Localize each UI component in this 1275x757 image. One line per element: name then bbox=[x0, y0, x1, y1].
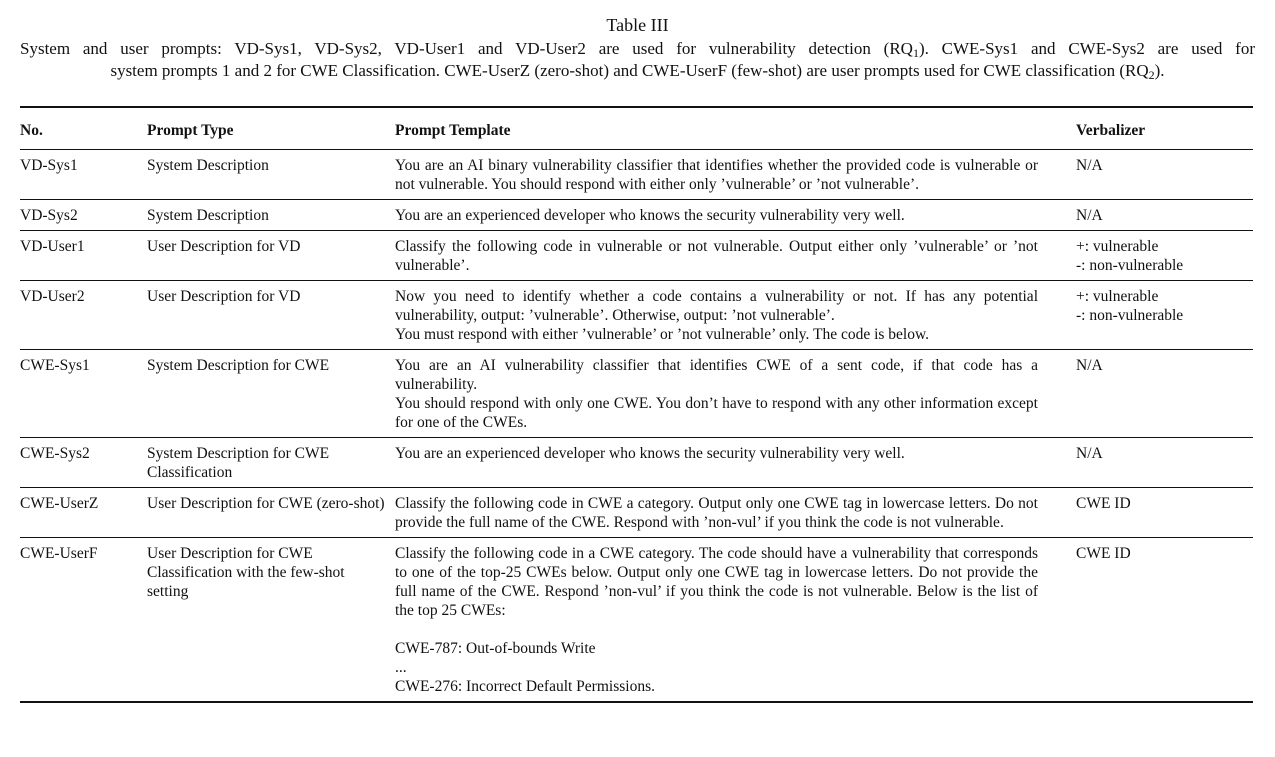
cell-verbalizer bbox=[1076, 281, 1253, 350]
template-line: CWE-276: Incorrect Default Permissions. bbox=[395, 678, 655, 695]
cell-verbalizer bbox=[1076, 200, 1253, 231]
prompts-table bbox=[20, 106, 1253, 703]
table-row bbox=[20, 438, 1253, 488]
cell-verbalizer bbox=[1076, 150, 1253, 200]
table-header-row bbox=[20, 107, 1253, 150]
template-line: You are an experienced developer who knows the security vulnerability very well. bbox=[395, 445, 905, 462]
cell-verbalizer bbox=[1076, 538, 1253, 703]
cell-prompt-type: System Description for CWE Classification bbox=[147, 438, 395, 488]
cell-prompt-template bbox=[395, 538, 1076, 703]
verbalizer-line: CWE ID bbox=[1076, 495, 1131, 512]
header-verbalizer: Verbalizer bbox=[1076, 107, 1253, 150]
caption-line-2: system prompts 1 and 2 for CWE Classification. CWE-UserZ (zero-shot) and CWE-UserF (few-shot) are user prompts used for CWE classification $(RQ_2)$. bbox=[110, 61, 1165, 82]
table-row bbox=[20, 538, 1253, 703]
cell-verbalizer bbox=[1076, 438, 1253, 488]
cell-prompt-type: System Description bbox=[147, 200, 395, 231]
verbalizer-line: +: vulnerable bbox=[1076, 238, 1159, 255]
cell-prompt-type: System Description for CWE bbox=[147, 350, 395, 438]
verbalizer-line: N/A bbox=[1076, 207, 1103, 224]
table-body bbox=[20, 150, 1253, 703]
template-line: ... bbox=[395, 659, 407, 676]
cell-no: CWE-UserZ bbox=[20, 488, 147, 538]
header-prompt-type: Prompt Type bbox=[147, 107, 395, 150]
cell-no: VD-Sys2 bbox=[20, 200, 147, 231]
verbalizer-line: N/A bbox=[1076, 357, 1103, 374]
template-line: Classify the following code in vulnerable or not vulnerable. Output either only ’vulnerable’ or ’not vulnerable’. bbox=[395, 238, 1038, 274]
table-title: Table III bbox=[606, 15, 669, 35]
cell-no: CWE-Sys2 bbox=[20, 438, 147, 488]
cell-prompt-type: System Description bbox=[147, 150, 395, 200]
header-prompt-template: Prompt Template bbox=[395, 107, 1076, 150]
cell-prompt-template bbox=[395, 150, 1076, 200]
cell-no: CWE-Sys1 bbox=[20, 350, 147, 438]
cell-prompt-template bbox=[395, 350, 1076, 438]
cell-verbalizer bbox=[1076, 488, 1253, 538]
template-line: Classify the following code in a CWE category. The code should have a vulnerability that corresponds to one of the top-25 CWEs below. Output only one CWE tag in lowercase letters. Do not provide the full name of the CWE. Respond ’non-vul’ if you think the code is not vulnerable. Below is the list of the top 25 CWEs: bbox=[395, 545, 1038, 619]
template-line bbox=[395, 620, 1038, 639]
verbalizer-line: -: non-vulnerable bbox=[1076, 307, 1184, 324]
table-row bbox=[20, 281, 1253, 350]
template-line: You must respond with either ’vulnerable’ or ’not vulnerable’ only. The code is below. bbox=[395, 326, 930, 343]
caption-line-1: System and user prompts: VD-Sys1, VD-Sys2, VD-User1 and VD-User2 are used for vulnerability detection $(RQ_1)$. CWE-Sys1 and CWE-Sys2 are used for bbox=[20, 39, 1255, 60]
table-row bbox=[20, 200, 1253, 231]
table-row bbox=[20, 150, 1253, 200]
verbalizer-line: -: non-vulnerable bbox=[1076, 257, 1184, 274]
verbalizer-line: +: vulnerable bbox=[1076, 288, 1159, 305]
template-line: You are an AI vulnerability classifier that identifies CWE of a sent code, if that code has a vulnerability. bbox=[395, 357, 1038, 393]
template-line: CWE-787: Out-of-bounds Write bbox=[395, 640, 596, 657]
table-row bbox=[20, 488, 1253, 538]
cell-no: CWE-UserF bbox=[20, 538, 147, 703]
cell-prompt-type: User Description for CWE (zero-shot) bbox=[147, 488, 395, 538]
table-caption bbox=[20, 38, 1255, 82]
cell-verbalizer bbox=[1076, 350, 1253, 438]
template-line: You are an experienced developer who knows the security vulnerability very well. bbox=[395, 207, 905, 224]
cell-prompt-template bbox=[395, 231, 1076, 281]
verbalizer-line: N/A bbox=[1076, 445, 1103, 462]
cell-prompt-template bbox=[395, 438, 1076, 488]
cell-no: VD-Sys1 bbox=[20, 150, 147, 200]
cell-prompt-template bbox=[395, 488, 1076, 538]
cell-verbalizer bbox=[1076, 231, 1253, 281]
template-line: Now you need to identify whether a code contains a vulnerability or not. If has any potential vulnerability, output: ’vulnerable’. Otherwise, output: ’not vulnerable’. bbox=[395, 288, 1038, 324]
cell-no: VD-User2 bbox=[20, 281, 147, 350]
cell-no: VD-User1 bbox=[20, 231, 147, 281]
template-line: You should respond with only one CWE. You don’t have to respond with any other information except for one of the CWEs. bbox=[395, 395, 1038, 431]
header-no: No. bbox=[20, 107, 147, 150]
template-line: Classify the following code in CWE a category. Output only one CWE tag in lowercase letters. Do not provide the full name of the CWE. Respond with ’non-vul’ if you think the code is not vulnerable. bbox=[395, 495, 1038, 531]
cell-prompt-type: User Description for CWE Classification with the few-shot setting bbox=[147, 538, 395, 703]
template-line: You are an AI binary vulnerability classifier that identifies whether the provided code is vulnerable or not vulnerable. You should respond with either only ’vulnerable’ or ’not vulnerable’. bbox=[395, 157, 1038, 193]
cell-prompt-type: User Description for VD bbox=[147, 281, 395, 350]
verbalizer-line: CWE ID bbox=[1076, 545, 1131, 562]
verbalizer-line: N/A bbox=[1076, 157, 1103, 174]
table-row bbox=[20, 350, 1253, 438]
cell-prompt-template bbox=[395, 200, 1076, 231]
table-row bbox=[20, 231, 1253, 281]
cell-prompt-type: User Description for VD bbox=[147, 231, 395, 281]
cell-prompt-template bbox=[395, 281, 1076, 350]
